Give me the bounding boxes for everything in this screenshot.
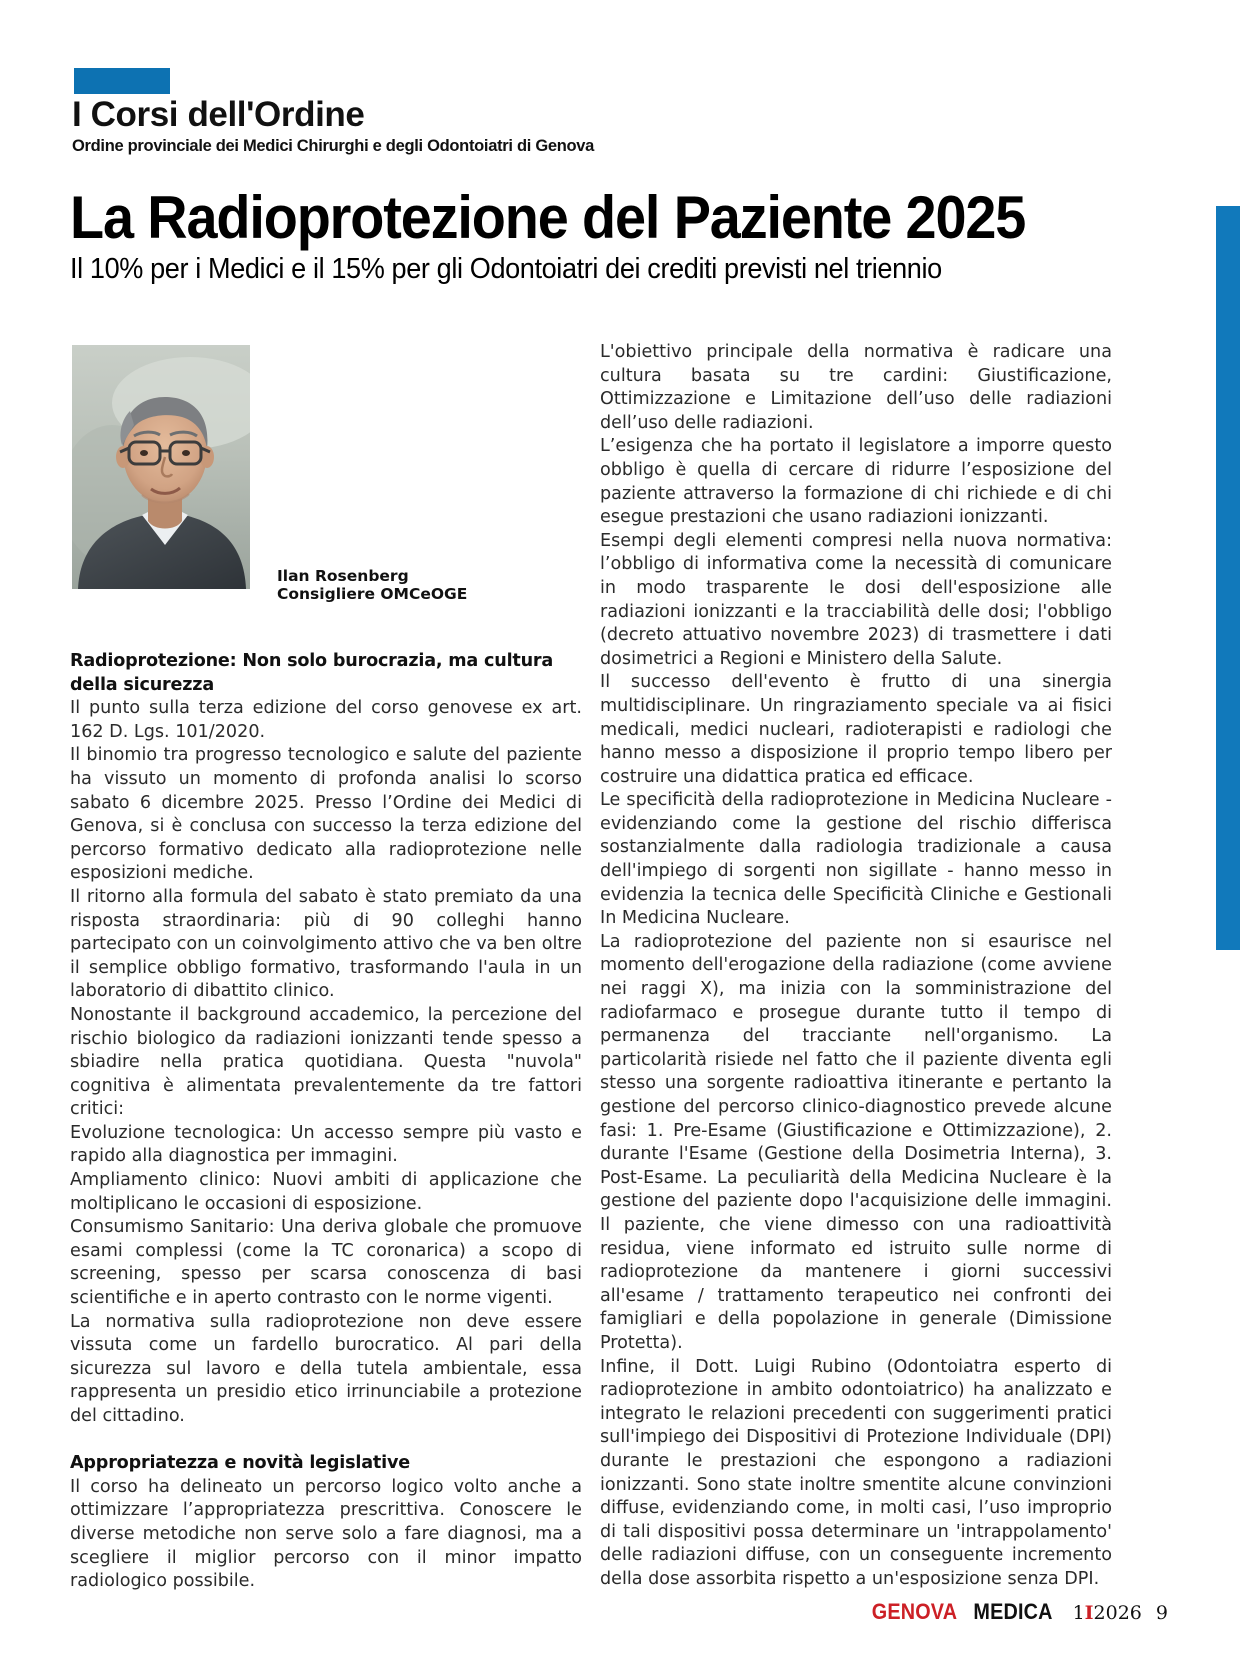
article-header bbox=[70, 184, 1140, 285]
paragraph: L’esigenza che ha portato il legislatore a imporre questo obbligo è quella di cercare di ridurre l’esposizione del paziente attraverso la formazione di chi richiede e di chi esegue prestazioni che usano radiazioni ionizzanti. bbox=[600, 436, 1112, 528]
body-column-left bbox=[70, 650, 582, 1594]
paragraph: Il successo dell'evento è frutto di una sinergia multidisciplinare. Un ringraziamento speciale va ai fisici medicali, medici nucleari, radioterapisti e radiologi che hanno messo a disposizione il proprio tempo libero per costruire una didattica pratica ed efficace. bbox=[600, 672, 1112, 787]
page-footer bbox=[867, 1599, 1168, 1625]
masthead-title: I Corsi dell'Ordine bbox=[72, 95, 365, 134]
paragraph: Ampliamento clinico: Nuovi ambiti di applicazione che moltiplicano le occasioni di esposizione. bbox=[70, 1170, 582, 1214]
footer-page-number: 9 bbox=[1155, 1602, 1168, 1624]
footer-issue-number: 1 bbox=[1072, 1602, 1085, 1624]
footer-brand-genova: GENOVA bbox=[871, 1599, 957, 1624]
paragraph: Il ritorno alla formula del sabato è stato premiato da una risposta straordinaria: più di 90 colleghi hanno partecipato con un coinvolgimento attivo che va ben oltre il semplice obbligo formativo, trasformando l'aula in un laboratorio di dibattito clinico. bbox=[70, 886, 582, 1002]
portrait-photo-image bbox=[72, 345, 250, 589]
paragraph: Il binomio tra progresso tecnologico e salute del paziente ha vissuto un momento di profonda analisi lo scorso sabato 6 dicembre 2025. Presso l’Ordine dei Medici di Genova, si è conclusa con successo la terza edizione del percorso formativo dedicato alla radioprotezione nelle esposizioni mediche. bbox=[70, 745, 582, 884]
section-heading-radioprotezione: Radioprotezione: Non solo burocrazia, ma cultura della sicurezza bbox=[70, 651, 554, 695]
paragraph: Evoluzione tecnologica: Un accesso sempre più vasto e rapido alla diagnostica per immagini. bbox=[70, 1122, 582, 1167]
paragraph: Infine, il Dott. Luigi Rubino (Odontoiatra esperto di radioprotezione in ambito odontoiatrico) ha analizzato e integrato le relazioni precedenti con suggerimenti pratici sull'impiego dei Dispositivi di Protezione Individuale (DPI) durante le prestazioni che espongono a radiazioni ionizzanti. Sono state inoltre smentite alcune convinzioni diffuse, evidenziando come, in molti casi, l’uso improprio di tali dispositivi possa determinare un 'intrappolamento' delle radiazioni diffuse, con un conseguente incremento della dose assorbita rispetto a un'esposizione senza DPI. bbox=[600, 1356, 1112, 1589]
photo-caption-role: Consigliere OMCeOGE bbox=[277, 585, 468, 603]
photo-caption bbox=[277, 567, 577, 603]
article-deck: Il 10% per i Medici e il 15% per gli Odontoiatri dei crediti previsti nel triennio bbox=[70, 253, 942, 285]
right-edge-accent-bar bbox=[1216, 206, 1240, 950]
paragraph: La radioprotezione del paziente non si esaurisce nel momento dell'erogazione della radiazione (come avviene nei raggi X), ma inizia con la somministrazione del radiofarmaco e prosegue durante tutto il tempo di permanenza del tracciante nell'organismo. La particolarità risiede nel fatto che il paziente diventa egli stesso una sorgente radioattiva itinerante e pertanto la gestione del percorso clinico-diagnostico prevede alcune fasi: 1. Pre-Esame (Giustificazione e Ottimizzazione), 2. durante l'Esame (Gestione della Dosimetria Interna), 3. Post-Esame. La peculiarità della Medicina Nucleare è la gestione del paziente dopo l'acquisizione delle immagini. Il paziente, che viene dimesso con una radioattività residua, viene informato ed istruito sulle norme di radioprotezione da mantenere i giorni successivi all'esame / trattamento terapeutico nei confronti dei famigliari e della popolazione in generale (Dimissione Protetta). bbox=[600, 931, 1112, 1353]
paragraph: La normativa sulla radioprotezione non deve essere vissuta come un fardello burocratico. Al pari della sicurezza sul lavoro e della tutela ambientale, essa rappresenta un presidio etico irrinunciabile a protezione del cittadino. bbox=[70, 1311, 582, 1426]
photo-caption-name: Ilan Rosenberg bbox=[277, 567, 409, 585]
paragraph: Il punto sulla terza edizione del corso genovese ex art. 162 D. Lgs. 101/2020. bbox=[70, 698, 582, 742]
author-photo bbox=[72, 345, 250, 589]
kicker-accent-bar bbox=[74, 68, 170, 94]
article-title: La Radioprotezione del Paziente 2025 bbox=[70, 184, 1026, 251]
footer-issue bbox=[1073, 1602, 1142, 1624]
paragraph: Consumismo Sanitario: Una deriva globale che promuove esami complessi (come la TC coronarica) a scopo di screening, spesso per scarsa conoscenza di basi scientifiche e in aperto contrasto con le norme vigenti. bbox=[70, 1217, 582, 1309]
paragraph: Le specificità della radioprotezione in Medicina Nucleare - evidenziando come la gestione del rischio differisca sostanzialmente dalla radiologia tradizionale a causa dell'impiego di sorgenti non sigillate - hanno messo in evidenzia la tecnica delle Specificità Cliniche e Gestionali In Medicina Nucleare. bbox=[600, 790, 1112, 929]
masthead bbox=[72, 97, 1152, 156]
paragraph: Il corso ha delineato un percorso logico volto anche a ottimizzare l’appropriatezza prescrittiva. Conoscere le diverse metodiche non serve solo a fare diagnosi, ma a scegliere il miglior percorso con il minor impatto radiologico possibile. bbox=[70, 1476, 582, 1592]
footer-issue-separator: I bbox=[1084, 1602, 1094, 1624]
footer-brand-medica: MEDICA bbox=[972, 1599, 1053, 1624]
footer-issue-year: 2026 bbox=[1093, 1602, 1142, 1624]
paragraph: Esempi degli elementi compresi nella nuova normativa: l’obbligo di informativa come la necessità di comunicare in modo trasparente le dosi dell'esposizione alle radiazioni ionizzanti e la tracciabilità delle dosi; l'obbligo (decreto attuativo novembre 2023) di trasmettere i dati dosimetrici a Regioni e Ministero della Salute. bbox=[600, 530, 1112, 669]
section-heading-appropriatezza: Appropriatezza e novità legislative bbox=[70, 1453, 410, 1474]
paragraph: L'obiettivo principale della normativa è radicare una cultura basata su tre cardini: Giustificazione, Ottimizzazione e Limitazione dell’uso delle radiazioni dell’uso delle radiazioni. bbox=[600, 342, 1112, 433]
paragraph: Nonostante il background accademico, la percezione del rischio biologico da radiazioni ionizzanti tende spesso a sbiadire nella pratica quotidiana. Questa "nuvola" cognitiva è alimentata prevalentemente da tre fattori critici: bbox=[70, 1004, 582, 1120]
masthead-subtitle: Ordine provinciale dei Medici Chirurghi e degli Odontoiatri di Genova bbox=[72, 136, 595, 155]
body-column-right bbox=[600, 341, 1112, 1591]
